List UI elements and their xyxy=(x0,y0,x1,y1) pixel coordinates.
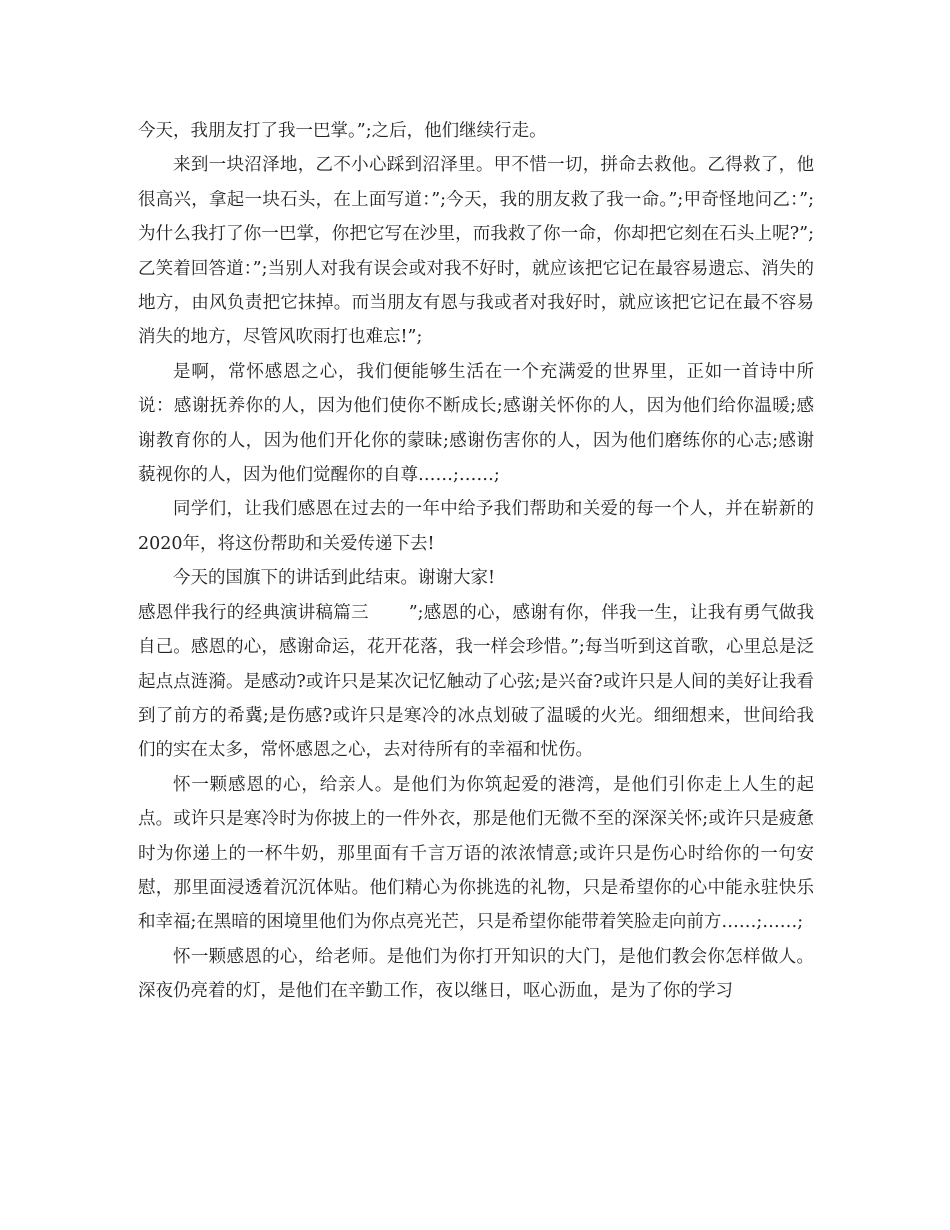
section-heading: 感恩伴我行的经典演讲稿篇三 xyxy=(138,602,369,623)
paragraph-gratitude-poem: 是啊，常怀感恩之心，我们便能够生活在一个充满爱的世界里，正如一首诗中所说：感谢抚养你的人，因为他们使你不断成长;感谢关怀你的人，因为他们给你温暖;感谢教育你的人，因为他们开化你的蒙昧;感谢伤害你的人，因为他们磨练你的心志;感谢藐视你的人，因为他们觉醒你的自尊……;……; xyxy=(138,361,814,486)
paragraph-classmates: 同学们，让我们感恩在过去的一年中给予我们帮助和关爱的每一个人，并在崭新的2020年，将这份帮助和关爱传递下去! xyxy=(138,499,814,554)
paragraph-family: 怀一颗感恩的心，给亲人。是他们为你筑起爱的港湾，是他们引你走上人生的起点。或许只是寒冷时为你披上的一件外衣，那是他们无微不至的深深关怀;或许只是疲惫时为你递上的一杯牛奶，那里面有千言万语的浓浓情意;或许只是伤心时给你的一句安慰，那里面浸透着沉沉体贴。他们精心为你挑选的礼物，只是希望你的心中能永驻快乐和幸福;在黑暗的困境里他们为你点亮光芒，只是希望你能带着笑脸走向前方……;……; xyxy=(138,774,814,933)
section-body: ”;感恩的心，感谢有你，伴我一生，让我有勇气做我自己。感恩的心，感谢命运，花开花落，我一样会珍惜。”;每当听到这首歌，心里总是泛起点点涟漪。是感动?或许只是某次记忆触动了心弦;是兴奋?或许只是人间的美好让我看到了前方的希冀;是伤感?或许只是寒冷的冰点划破了温暖的火光。细细想来，世间给我们的实在太多，常怀感恩之心，去对待所有的幸福和忧伤。 xyxy=(138,602,815,761)
paragraph-story: 来到一块沼泽地，乙不小心踩到沼泽里。甲不惜一切，拼命去救他。乙得救了，他很高兴，拿起一块石头，在上面写道：”;今天，我的朋友救了我一命。”;甲奇怪地问乙：”;为什么我打了你一巴掌，你把它写在沙里，而我救了你一命，你却把它刻在石头上呢?”;乙笑着回答道：”;当别人对我有误会或对我不好时，就应该把它记在最容易遗忘、消失的地方，由风负责把它抹掉。而当朋友有恩与我或者对我好时，就应该把它记在最不容易消失的地方，尽管风吹雨打也难忘!”; xyxy=(138,155,814,348)
document-page xyxy=(138,114,814,1009)
section-three xyxy=(138,596,814,768)
paragraph-closing: 今天的国旗下的讲话到此结束。谢谢大家! xyxy=(173,568,496,589)
paragraph-teachers: 怀一颗感恩的心，给老师。是他们为你打开知识的大门，是他们教会你怎样做人。深夜仍亮着的灯，是他们在辛勤工作，夜以继日，呕心沥血，是为了你的学习 xyxy=(138,946,814,1002)
paragraph-continuation: 今天，我朋友打了我一巴掌。”;之后，他们继续行走。 xyxy=(138,121,547,141)
